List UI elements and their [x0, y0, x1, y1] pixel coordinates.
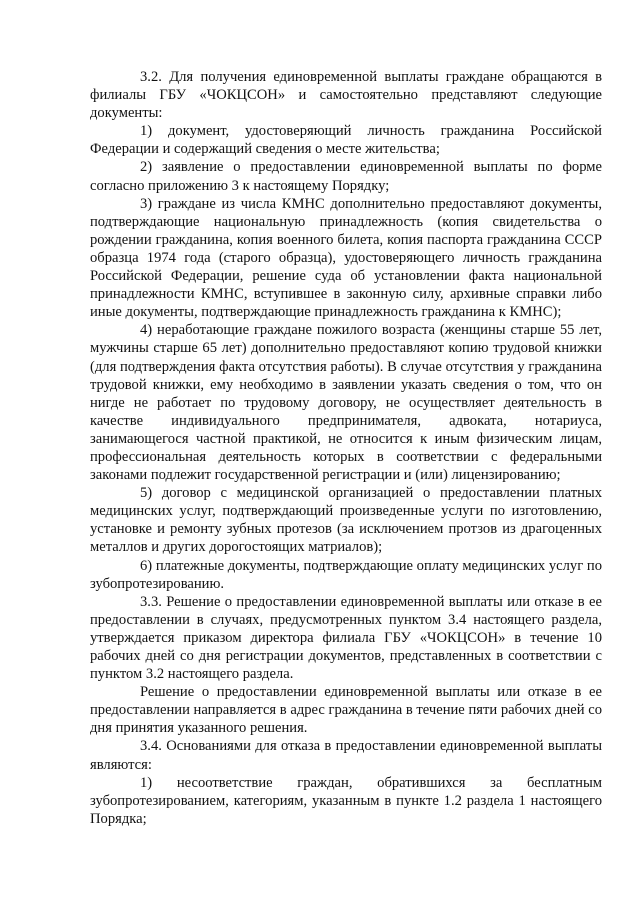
- paragraph-3-4: 3.4. Основаниями для отказа в предоставлении единовременной выплаты являются:: [90, 738, 602, 773]
- paragraph-3-3: 3.3. Решение о предоставлении единовременной выплаты или отказе в ее предоставлении в случаях, предусмотренных пунктом 3.4 настоящего раздела, утверждается приказом директора филиала ГБУ «ЧОКЦСОН» в течение 10 рабочих дней со дня регистрации документов, представленных в соответствии с пунктом 3.2 настоящего раздела.: [90, 593, 602, 683]
- paragraph-decision-notice: Решение о предоставлении единовременной выплаты или отказе в ее предоставлении направляется в адрес гражданина в течение пяти рабочих дней со дня принятия указанного решения.: [90, 684, 602, 737]
- paragraph-3-2-item-3: 3) граждане из числа КМНС дополнительно предоставляют документы, подтверждающие национальную принадлежность (копия свидетельства о рождении гражданина, копия военного билета, копия паспорта гражданина СССР образца 1974 года (старого образца), удостоверяющего личность гражданина Российской Федерации, решение суда об установлении факта национальной принадлежности КМНС, вступившее в законную силу, архивные справки либо иные документы, подтверждающие принадлежность гражданина к КМНС);: [90, 195, 602, 321]
- paragraph-3-4-item-1: 1) несоответствие граждан, обратившихся за бесплатным зубопротезированием, категориям, указанным в пункте 1.2 раздела 1 настоящего Порядка;: [90, 774, 602, 827]
- document-body: [90, 68, 602, 828]
- paragraph-3-2-item-1: 1) документ, удостоверяющий личность гражданина Российской Федерации и содержащий сведения о месте жительства;: [90, 123, 602, 158]
- paragraph-3-2-item-5: 5) договор с медицинской организацией о предоставлении платных медицинских услуг, подтверждающий произведенные услуги по изготовлению, установке и ремонту зубных протезов (за исключением протзов из драгоценных металлов и других дорогостоящих матриалов);: [90, 485, 602, 556]
- paragraph-3-2-item-6: 6) платежные документы, подтверждающие оплату медицинских услуг по зубопротезированию.: [90, 557, 602, 592]
- paragraph-3-2-item-4: 4) неработающие граждане пожилого возраста (женщины старше 55 лет, мужчины старше 65 лет) дополнительно предоставляют копию трудовой книжки (для подтверждения факта отсутствия работы). В случае отсутствия у гражданина трудовой книжки, ему необходимо в заявлении указать сведения о том, что он нигде не работает по трудовому договору, не осуществляет деятельность в качестве индивидуального предпринимателя, адвоката, нотариуса, занимающегося частной практикой, не относится к иным физическим лицам, профессиональная деятельность которых в соответствии с федеральными законами подлежит государственной регистрации и (или) лицензированию;: [90, 322, 602, 484]
- paragraph-3-2-item-2: 2) заявление о предоставлении единовременной выплаты по форме согласно приложению 3 к настоящему Порядку;: [90, 159, 602, 194]
- paragraph-3-2: 3.2. Для получения единовременной выплаты граждане обращаются в филиалы ГБУ «ЧОКЦСОН» и самостоятельно представляют следующие документы:: [90, 69, 602, 122]
